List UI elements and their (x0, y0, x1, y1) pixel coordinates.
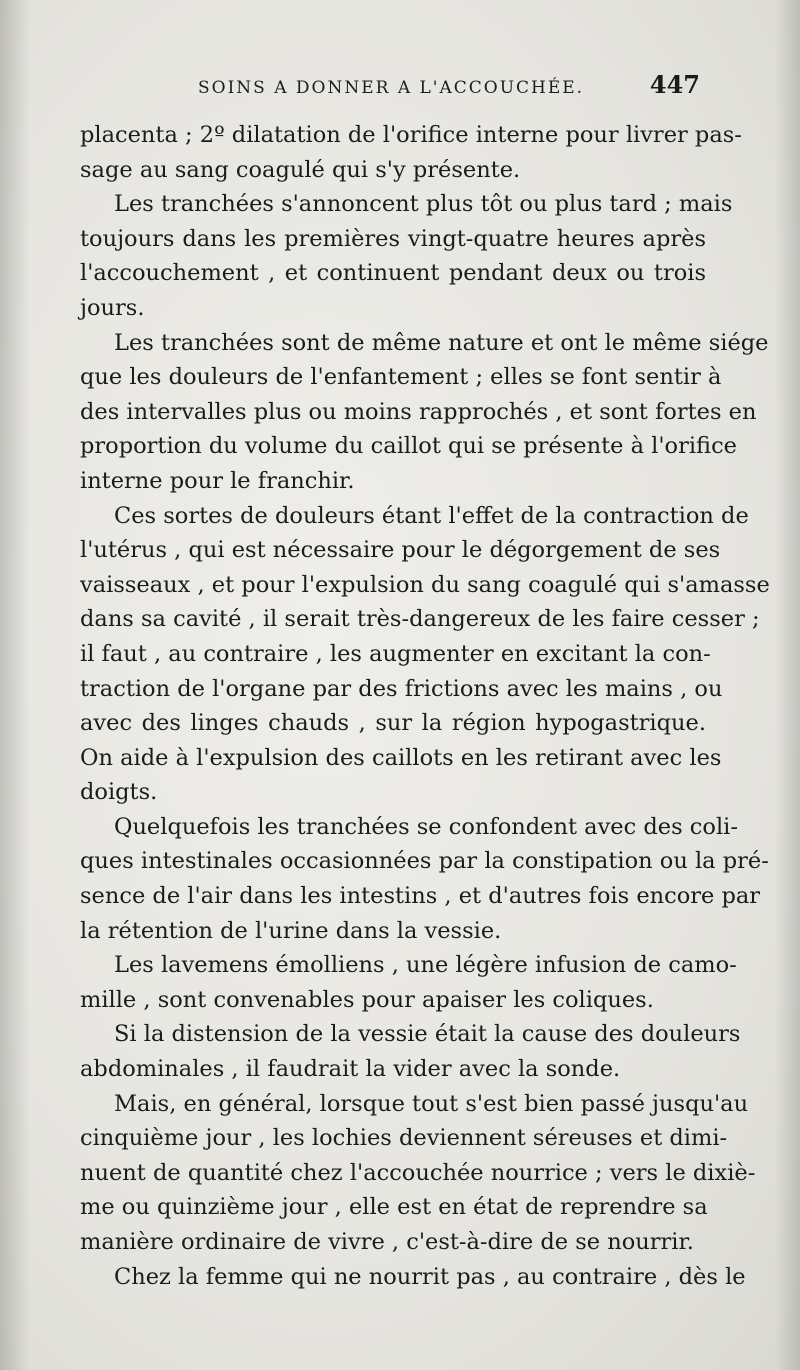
running-head: SOINS A DONNER A L'ACCOUCHÉE. (198, 78, 585, 98)
text-line: abdominales , il faudrait la vider avec la sonde. (80, 1056, 621, 1083)
text-line: sence de l'air dans les intestins , et d'autres fois encore par (80, 883, 761, 910)
text-line: l'accouchement , et continuent pendant deux ou trois (80, 260, 706, 287)
text-line: sage au sang coagulé qui s'y présente. (80, 156, 521, 183)
text-line: me ou quinzième jour , elle est en état de reprendre sa (80, 1194, 708, 1221)
text-line: Les lavemens émolliens , une légère infusion de camo- (114, 952, 737, 979)
text-line: l'utérus , qui est nécessaire pour le dégorgement de ses (80, 537, 721, 564)
text-line: Chez la femme qui ne nourrit pas , au contraire , dès le (114, 1263, 746, 1290)
page-number: 447 (649, 70, 700, 99)
text-line: Les tranchées s'annoncent plus tôt ou plus tard ; mais (114, 191, 733, 218)
text-line: dans sa cavité , il serait très-dangereux de les faire cesser ; (80, 606, 760, 633)
text-line: interne pour le franchir. (80, 467, 355, 494)
text-line: Quelquefois les tranchées se confondent avec des coli- (114, 813, 738, 840)
text-line: Ces sortes de douleurs étant l'effet de la contraction de (114, 502, 749, 529)
text-line: traction de l'organe par des frictions avec les mains , ou (80, 675, 723, 702)
text-line: il faut , au contraire , les augmenter en excitant la con- (80, 640, 711, 667)
text-line: jours. (80, 294, 145, 321)
text-line: avec des linges chauds , sur la région hypogastrique. (80, 710, 706, 737)
text-line: doigts. (80, 779, 158, 806)
text-line: placenta ; 2º dilatation de l'orifice interne pour livrer pas- (80, 122, 742, 148)
text-line: la rétention de l'urine dans la vessie. (80, 917, 502, 944)
text-line: proportion du volume du caillot qui se présente à l'orifice (80, 433, 737, 460)
text-line: des intervalles plus ou moins rapprochés , et sont fortes en (80, 398, 757, 425)
text-line: toujours dans les premières vingt-quatre heures après (80, 225, 706, 252)
text-line: Mais, en général, lorsque tout s'est bien passé jusqu'au (114, 1090, 749, 1117)
text-line: ques intestinales occasionnées par la constipation ou la pré- (80, 848, 769, 875)
text-line: Si la distension de la vessie était la cause des douleurs (114, 1021, 741, 1048)
text-line: mille , sont convenables pour apaiser les coliques. (80, 986, 654, 1013)
text-line: On aide à l'expulsion des caillots en les retirant avec les (80, 744, 722, 771)
binding-shadow (0, 0, 30, 1370)
text-line: Les tranchées sont de même nature et ont le même siége (114, 329, 769, 356)
edge-shadow (775, 0, 800, 1370)
page-header (80, 70, 700, 104)
text-line: manière ordinaire de vivre , c'est-à-dire de se nourrir. (80, 1229, 694, 1255)
text-line: cinquième jour , les lochies deviennent séreuses et dimi- (80, 1125, 728, 1152)
body-text (80, 118, 770, 1294)
text-line: vaisseaux , et pour l'expulsion du sang coagulé qui s'amasse (80, 571, 770, 598)
text-line: que les douleurs de l'enfantement ; elles se font sentir à (80, 364, 722, 391)
text-line: nuent de quantité chez l'accouchée nourrice ; vers le dixiè- (80, 1159, 756, 1186)
